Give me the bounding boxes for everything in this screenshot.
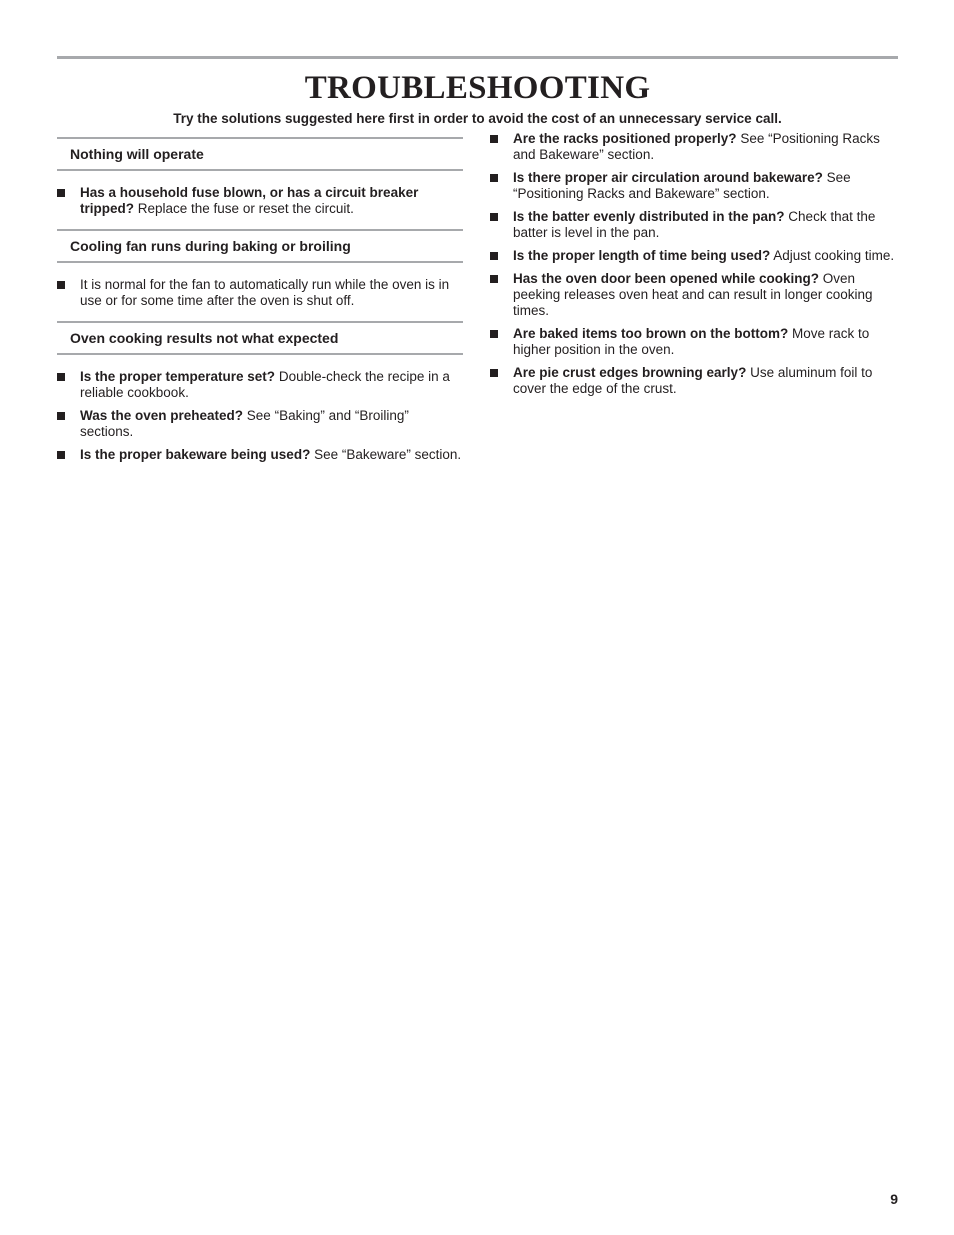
bullet-square-icon	[57, 412, 65, 420]
list-item	[490, 365, 898, 397]
item-answer: Check that the batter is level in the pan.	[513, 209, 876, 240]
list-item	[490, 271, 898, 319]
item-answer: Use aluminum foil to cover the edge of the crust.	[513, 365, 873, 396]
bullet-square-icon	[490, 369, 498, 377]
list-item	[490, 248, 898, 264]
bullet-square-icon	[490, 213, 498, 221]
item-question: Are pie crust edges browning early?	[513, 365, 747, 380]
list-item	[490, 209, 898, 241]
bullet-square-icon	[57, 281, 65, 289]
section-nothing-will-operate	[57, 137, 463, 229]
item-answer: Adjust cooking time.	[770, 248, 895, 263]
list-item	[57, 277, 463, 309]
list-item	[57, 369, 463, 401]
item-answer: Double-check the recipe in a reliable cookbook.	[80, 369, 450, 400]
item-answer: See “Bakeware” section.	[310, 447, 462, 462]
item-answer: Oven peeking releases oven heat and can result in longer cooking times.	[513, 271, 873, 318]
item-question: Is the batter evenly distributed in the pan?	[513, 209, 785, 224]
list-item	[490, 131, 898, 163]
item-list	[57, 171, 463, 229]
item-question: Are the racks positioned properly?	[513, 131, 737, 146]
top-rule	[57, 56, 898, 59]
item-question: Is there proper air circulation around bakeware?	[513, 170, 823, 185]
item-question: Are baked items too brown on the bottom?	[513, 326, 789, 341]
section-heading: Oven cooking results not what expected	[57, 321, 463, 355]
item-question: Is the proper temperature set?	[80, 369, 276, 384]
list-item	[490, 170, 898, 202]
left-column	[57, 137, 463, 475]
intro-text: Try the solutions suggested here first in order to avoid the cost of an unnecessary service call.	[173, 111, 782, 126]
bullet-square-icon	[57, 373, 65, 381]
bullet-square-icon	[490, 135, 498, 143]
bullet-square-icon	[490, 252, 498, 260]
item-answer: Move rack to higher position in the oven.	[513, 326, 870, 357]
bullet-square-icon	[57, 189, 65, 197]
list-item	[57, 185, 463, 217]
item-answer: It is normal for the fan to automatically run while the oven is in use or for some time after the oven is shut off.	[80, 277, 450, 308]
section-heading: Cooling fan runs during baking or broiling	[57, 229, 463, 263]
item-answer: See “Positioning Racks and Bakeware” section.	[513, 131, 880, 162]
section-cooling-fan	[57, 229, 463, 321]
bullet-square-icon	[490, 330, 498, 338]
section-cooking-results	[57, 321, 463, 475]
item-question: Has a household fuse blown, or has a circuit breaker tripped?	[80, 185, 419, 216]
list-item	[57, 447, 463, 463]
right-column	[490, 131, 898, 409]
page-number: 9	[890, 1191, 898, 1207]
bullet-square-icon	[490, 174, 498, 182]
item-list	[490, 131, 898, 409]
section-heading: Nothing will operate	[57, 137, 463, 171]
item-question: Is the proper length of time being used?	[513, 248, 771, 263]
item-list	[57, 263, 463, 321]
item-question: Has the oven door been opened while cooking?	[513, 271, 820, 286]
item-answer: Replace the fuse or reset the circuit.	[134, 201, 354, 216]
bullet-square-icon	[57, 451, 65, 459]
list-item	[490, 326, 898, 358]
item-question: Is the proper bakeware being used?	[80, 447, 311, 462]
bullet-square-icon	[490, 275, 498, 283]
item-answer: See “Baking” and “Broiling” sections.	[80, 408, 409, 439]
page-title: TROUBLESHOOTING	[304, 70, 651, 106]
item-list	[57, 355, 463, 475]
item-question: Was the oven preheated?	[80, 408, 244, 423]
item-answer: See “Positioning Racks and Bakeware” section.	[513, 170, 851, 201]
list-item	[57, 408, 463, 440]
